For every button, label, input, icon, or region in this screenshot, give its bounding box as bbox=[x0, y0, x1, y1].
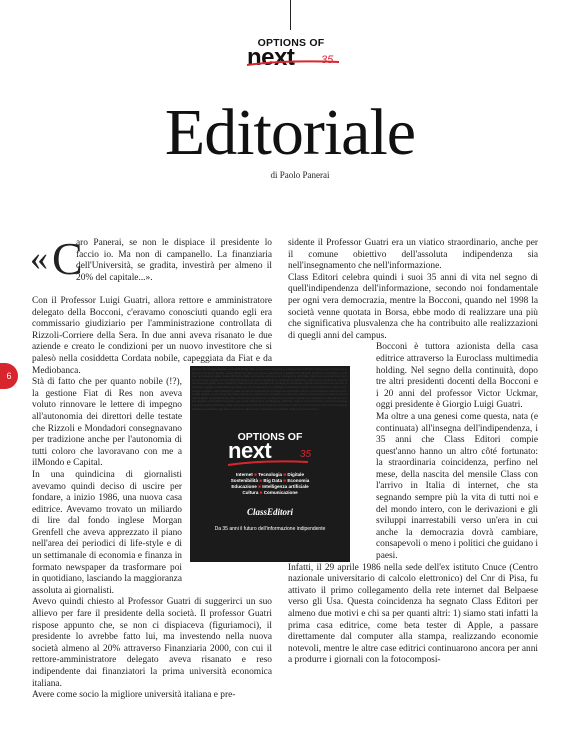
cover-background-text: internet tecnologia digitale sostenibilità big data economia educazione intelligenza artificiale cultura comunicazione internet tecnologia digitale sostenibilità big data economia educazione intelligenza artificiale cultura comunicazione internet tecnologia digitale sostenibilità big data economia educazione intelligenza artificiale cultura comunicazione internet tecnologia digitale sostenibilità big data economia educazione intelligenza artificiale cultura comunicazione internet tecnologia digitale sostenibilità big data economia educazione intelligenza artificiale cultura comunicazione internet tecnologia digitale sostenibilità big data economia educazione intelligenza artificiale cultura comunicazione internet tecnologia digitale sostenibilità big data economia educazione intelligenza artificiale cultura comunicazione internet tecnologia digitale sostenibilità big data economia educazione intelligenza artificiale cultura comunicazione internet tecnologia digitale sostenibilità big data economia educazione intelligenza artificiale cultura comunicazione internet tecnologia digitale sostenibilità big data economia educazione intelligenza artificiale cultura comunicazione internet tecnologia digitale sostenibilità big data economia educazione intelligenza artificiale cultura comunicazione internet tecnologia digitale sostenibilità big data economia educazione intelligenza artificiale cultura comunicazione bbox=[192, 368, 348, 411]
cover-topic: Comunicazione bbox=[263, 490, 298, 495]
left-paragraph-2: Stà di fatto che per quanto nobile (!?), la gestione Fiat di Res non aveva voluto rinnovare le lettere di impegno all'autonomia dei direttori delle testate che Rizzoli e Mondadori consegnavano per tradizione anche per l'autonomia di tutti coloro che lavoravano con me a ilMondo e Capital. bbox=[32, 377, 182, 469]
right-paragraph-1: sidente il Professor Guatri era un viatico straordinario, anche per il comune obiettivo dell'assoluta indipendenza sia nell'insegnamento che nell'informazione. bbox=[288, 238, 538, 272]
lead-text: aro Panerai, se non le dispiace il presidente lo faccio io. Ma non di campanello. La finanziaria dell'Università, se gradita, investirà per almeno il 20% del capitale...». bbox=[76, 238, 272, 283]
masthead-swoosh-icon bbox=[245, 59, 341, 67]
cover-tagline: Da 35 anni il futuro dell'informazione indipendente bbox=[214, 526, 326, 532]
cover-topic: Tecnologia bbox=[258, 472, 283, 477]
cover-topic: Economia bbox=[287, 478, 310, 483]
cover-logo-line2: next bbox=[228, 438, 272, 463]
masthead-logo bbox=[241, 37, 351, 71]
dropcap: C bbox=[52, 233, 83, 284]
right-paragraph-3: Bocconi è tuttora azionista della casa editrice attraverso la Euroclass multimedia holding. Nel segno della continuità, dopo tre altri presidenti docenti della Bocconi e i 20 anni del professor Victor Uckmar, oggi presidente è Giorgio Luigi Guatri. bbox=[376, 342, 538, 411]
left-wrap-block bbox=[32, 377, 182, 597]
page-title: Editoriale bbox=[164, 96, 416, 169]
masthead-line2: next bbox=[247, 44, 295, 71]
right-paragraph-4: Ma oltre a una genesi come questa, nata (e continuata) all'insegna dell'indipendenza, i 35 anni che Class Editori compie quest'anno hanno un altro côté fortunato: la straordinaria coincidenza, perfino nel mese, della nascita del mensile Class con l'arrivo in Italia di internet, che sta segnando sempre più la vita di tutti noi e del mondo intero, con le derivazioni e gli sviluppi inarrestabili verso un'era in cui anche la democrazia dovrà cambiare, consapevoli o meno i politici che guidano i paesi. bbox=[376, 411, 538, 562]
cover-topic: Cultura bbox=[242, 490, 259, 495]
cover-topic: Intelligenza artificiale bbox=[262, 484, 309, 489]
left-paragraph-4: Avevo quindi chiesto al Professor Guatri di suggerirci un suo allievo per fare il presidente della società. Il professor Guatri rispose appunto che, se non ci dispiaceva (figuriamoci), il presidente lo avrebbe fatto lui, ma investendo nella nuova società almeno al 20% attraverso Finanziaria 2000, con cui il rettore-amministratore delegato aveva risanato e reso indipendente dai finanziatori la prima università economica italiana. bbox=[32, 597, 272, 689]
cover-topics: Internet ■ Tecnologia ■ Digitale Sostenibilità ■ Big Data ■ Economia Educazione ■ Intelligenza artificiale Cultura ■ Comunicazione bbox=[230, 472, 310, 495]
cover-topic: Big Data bbox=[263, 478, 282, 483]
left-paragraph-1: Con il Professor Luigi Guatri, allora rettore e amministratore delegato della Bocconi, c'eravamo conosciuti quando egli era commissario giudiziario per l'amministrazione controllata di Rizzoli-Corriere della Sera. In due anni aveva risanato le due aziende e creato le condizioni per un nuovo investitore che si palesò nella cosiddetta Cordata nobile, capeggiata da Fiat e da Mediobanca. bbox=[32, 296, 272, 376]
page-number-badge: 6 bbox=[0, 363, 18, 389]
top-vertical-rule bbox=[290, 0, 291, 30]
cover-topic: Internet bbox=[235, 472, 253, 477]
cover-topic: Digitale bbox=[287, 472, 305, 477]
cover-image bbox=[190, 366, 350, 562]
cover-swoosh-icon bbox=[226, 459, 310, 467]
right-paragraph-2: Class Editori celebra quindi i suoi 35 anni di vita nel segno di quell'indipendenza dell'informazione, secondo noi fondamentale per ogni vera democrazia, mentre la Bocconi, quando nel 1998 la società venne quotata in Borsa, ebbe modo di realizzare una più che significativa plusvalenza che ha contribuito alle realizzazioni di quegli anni del campus. bbox=[288, 272, 538, 341]
left-paragraph-5: Avere come socio la migliore università italiana e pre- bbox=[32, 690, 236, 701]
right-paragraph-5: Infatti, il 29 aprile 1986 nella sede dell'ex istituto Cnuce (Centro nazionale universitario di calcolo elettronico) del Cnr di Pisa, fu attivato il primo collegamento della rete internet dal Belpaese verso gli Usa. Questa coincidenza ha segnato Class Editori per almeno due motivi e chi sa per quanti altri: 1) siamo stati infatti la prima casa editrice, come beta tester di Apple, a passare direttamente dal computer alla stampa, realizzando economie notevoli, mentre le altre case editrici continuarono ancora per anni a produrre i giornali con la fotocomposi- bbox=[288, 562, 538, 666]
cover-logo-number: 35 bbox=[300, 449, 312, 460]
cover-topic: Sostenibilità bbox=[230, 478, 259, 483]
cover-brand-logo: ClassEditori bbox=[246, 507, 293, 517]
byline: di Paolo Panerai bbox=[270, 170, 330, 180]
lead-paragraph bbox=[30, 233, 272, 296]
cover-logo-line1: OPTIONS OF bbox=[237, 431, 303, 443]
masthead-line1: OPTIONS OF bbox=[257, 37, 325, 49]
quote-mark: « bbox=[30, 238, 48, 278]
cover-topic: Educazione bbox=[231, 484, 257, 489]
left-paragraph-3: In una quindicina di giornalisti avevamo quindi deciso di uscire per fondare, a inizio 1986, una nuova casa editrice. Avevamo trovato un miliardo di lire dal fondo inglese Morgan Grenfell che aveva apprezzato il piano nell'area dei periodici di life-style e di un settimanale di economia e finanza in formato newspaper da trasformare poi in quotidiano, lasciando la maggioranza assoluta ai giornalisti. bbox=[32, 469, 182, 596]
masthead-number: 35 bbox=[321, 54, 334, 66]
right-wrap-block bbox=[376, 342, 538, 562]
